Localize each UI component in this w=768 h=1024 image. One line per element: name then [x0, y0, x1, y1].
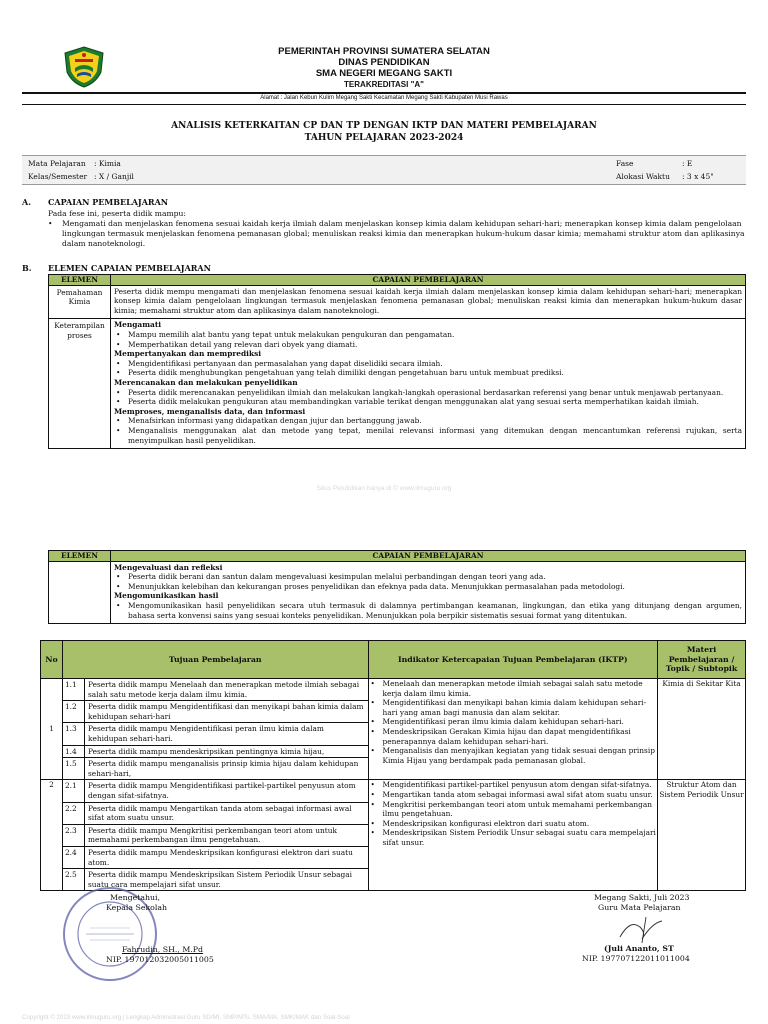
header-divider-thick — [22, 92, 746, 94]
tp-text: Peserta didik mampu Mengkritisi perkembangan teori atom untuk memahami perkembangan ilmu pengetahuan. — [87, 825, 337, 845]
list-item — [63, 758, 368, 779]
tp-number: 2.4 — [63, 847, 85, 868]
tp-text: Peserta didik mampu mendeskripsikan pentingnya kimia hijau, — [87, 746, 325, 756]
list-item: • Mengidentifikasi partikel-partikel penyusun atom dengan sifat-sifatnya. — [369, 780, 658, 790]
col-elemen: ELEMEN — [49, 551, 111, 562]
section-a-intro: Pada fese ini, peserta didik mampu: — [48, 209, 186, 218]
col-capaian: CAPAIAN PEMBELAJARAN — [111, 275, 746, 286]
alokasi-value: : 3 x 45" — [682, 172, 714, 181]
section-a-body — [48, 209, 748, 249]
elemen-pemahaman: Pemahaman Kimia — [49, 285, 111, 319]
list-item: • Menafsirkan informasi yang didapatkan dengan jujur dan bertanggung jawab. — [114, 416, 742, 426]
section-a-bullet: • Mengamati dan menjelaskan fenomena sesuai kaidah kerja ilmiah dalam menjelaskan konsep kimia dalam kehidupan sehari-hari; menerapkan konsep kimia dalam pengelolaan lingkungan termasuk menjelaskan fenomena pemanasan global; menuliskan reaksi kimia dan menerapkan hukum-hukum dasar kimia; memahami struktur atom dan aplikasinya dalam nanoteknologi. — [48, 219, 748, 249]
col-no: No — [41, 641, 63, 679]
list-item — [63, 825, 368, 847]
list-item: • Mengidentifikasi dan menyikapi bahan kimia dalam kehidupan sehari-hari yang aman bagi manusia dan alam sekitar. — [369, 698, 658, 717]
list-item: • Mendeskripsikan konfigurasi elektron dari suatu atom. — [369, 819, 658, 829]
accreditation: TERAKREDITASI "A" — [344, 80, 424, 89]
tujuan-pembelajaran-table — [40, 640, 746, 891]
materi-cell: Kimia di Sekitar Kita — [658, 679, 746, 780]
list-item: • Peserta didik merencanakan penyelidikan ilmiah dan melakukan langkah-langkah operasional berdasarkan referensi yang benar untuk menjawab pertanyaan. — [114, 388, 742, 398]
title-line-1: ANALISIS KETERKAITAN CP DAN TP DENGAN IKTP DAN MATERI PEMBELAJARAN — [171, 121, 597, 131]
tp-number: 2.5 — [63, 869, 85, 890]
list-item: • Memperhatikan detail yang relevan dari obyek yang diamati. — [114, 340, 742, 350]
col-elemen: ELEMEN — [49, 275, 111, 286]
tp-cell — [62, 679, 368, 780]
capaian-table-header — [49, 275, 746, 286]
table-row — [49, 561, 746, 624]
iktp-cell — [368, 679, 658, 780]
tp-text: Peserta didik mampu Menelaah dan menerapkan metode ilmiah sebagai salah satu metode kerja dalam ilmu kimia. — [87, 680, 360, 699]
signature-left-line2: Kepala Sekolah — [106, 903, 168, 912]
list-item: • Peserta didik melakukan pengukuran atau membandingkan variable terikat dengan menggunakan alat yang sesuai serta memperhatikan kaidah ilmiah. — [114, 397, 742, 407]
tp-text: Peserta didik mampu Mengartikan tanda atom sebagai informasi awal sifat atom suatu unsur. — [87, 803, 352, 823]
mapel-value: : Kimia — [94, 159, 121, 168]
kelas-label: Kelas/Semester — [28, 172, 88, 181]
tp-text: Peserta didik mampu Mendeskripsikan Sistem Periodik Unsur sebagai suatu cara mempelajari sifat unsur. — [87, 870, 352, 889]
watermark-text: Situs Pendidikan hanya di © www.ilmuguru.org — [316, 485, 452, 492]
section-a-heading — [22, 197, 168, 207]
col-tujuan: Tujuan Pembelajaran — [62, 641, 368, 679]
header-line-2: DINAS PENDIDIKAN — [338, 57, 430, 68]
fase-value: : E — [682, 159, 693, 168]
subheading-merencanakan: Merencanakan dan melakukan penyelidikan — [114, 377, 298, 387]
tp-number: 2.2 — [63, 803, 85, 824]
fase-label: Fase — [616, 159, 634, 168]
pemahaman-text: Peserta didik mempu mengamati dan menjelaskan fenomena sesuai kaidah kerja ilmiah dalam menjelaskan konsep kimia dalam kehidupan sehari-hari; menerapkan konsep kimia dalam pengelolaan lingkungan termasuk menjelaskan fenomena pemanasan global; menuliskan reaksi kimia dan menerapkan hukum-hukum dasar kimia; memahami struktur atom dan aplikasinya dalam nanoteknologi. — [111, 285, 746, 319]
materi-cell: Struktur Atom dan Sistem Periodik Unsur — [658, 780, 746, 891]
tp-table-header — [41, 641, 746, 679]
capaian-table-header — [49, 551, 746, 562]
section-b-letter: B. — [22, 263, 32, 273]
document-title — [0, 120, 768, 144]
list-item — [63, 701, 368, 723]
capaian-table — [48, 274, 746, 449]
section-a-title: CAPAIAN PEMBELAJARAN — [48, 197, 169, 207]
tp-text: Peserta didik mampu menganalisis prinsip kimia hijau dalam kehidupan sehari-hari, — [87, 759, 359, 778]
tp-text: Peserta didik mampu Mengidentifikasi peran ilmu kimia dalam kehidupan sehari-hari. — [87, 724, 324, 743]
signature-left-line1: Mengetahui, — [110, 893, 161, 902]
list-item — [63, 679, 368, 701]
handwritten-signature-icon — [612, 913, 672, 945]
iktp-cell — [368, 780, 658, 891]
table-row — [49, 285, 746, 319]
list-item: • Menunjukkan kelebihan dan kekurangan proses penyelidikan dan efeknya pada data. Menunjukkan permasalahan pada metodologi. — [114, 582, 742, 592]
teacher-name: (Juli Ananto, ST — [604, 944, 674, 953]
subheading-mengevaluasi: Mengevaluasi dan refleksi — [114, 562, 223, 572]
col-materi: Materi Pembelajaran / Topik / Subtopik — [658, 641, 746, 679]
list-item — [63, 847, 368, 869]
subheading-mengamati: Mengamati — [114, 320, 162, 330]
letterhead — [0, 0, 768, 106]
tp-number: 1.2 — [63, 701, 85, 722]
list-item: • Mengomunikasikan hasil penyelidikan secara utuh termasuk di dalamnya pertimbangan keamanan, lingkungan, dan etika yang ditunjang dengan argumen, bahasa serta konvensi sains yang sesuai konteks penyelidikan. Menunjukkan pola berpikir sistematis sesuai format yang ditentukan. — [114, 601, 742, 620]
tp-number: 1.3 — [63, 723, 85, 744]
table-row — [41, 780, 746, 891]
col-iktp: Indikator Ketercapaian Tujuan Pembelajaran (IKTP) — [368, 641, 658, 679]
tp-number: 1.5 — [63, 758, 85, 779]
row-number: 2 — [41, 780, 63, 891]
copyright-footer: Copyright © 2023 www.ilmuguru.org | Lengkap Administrasi Guru SD/MI, SMP/MTs, SMA/MA, SMK/MAK dan Soal-Soal — [22, 1014, 350, 1021]
tp-number: 2.1 — [63, 780, 85, 801]
list-item — [63, 746, 368, 759]
list-item: • Mampu memilih alat bantu yang tepat untuk melakukan pengukuran dan pengamatan. — [114, 330, 742, 340]
list-item: • Mengidentifikasi pertanyaan dan permasalahan yang dapat diselidiki secara ilmiah. — [114, 359, 742, 369]
principal-name: Fahrudin, SH., M.Pd — [122, 945, 204, 954]
province-emblem-icon — [62, 46, 106, 88]
title-line-2: TAHUN PELAJARAN 2023-2024 — [304, 133, 464, 143]
tp-number: 1.1 — [63, 679, 85, 700]
subheading-mengomunikasikan: Mengomunikasikan hasil — [114, 591, 219, 601]
list-item — [63, 780, 368, 802]
header-line-1: PEMERINTAH PROVINSI SUMATERA SELATAN — [278, 46, 490, 57]
section-b-title: ELEMEN CAPAIAN PEMBELAJARAN — [48, 263, 211, 273]
table-row — [49, 319, 746, 449]
signature-principal — [96, 893, 256, 965]
list-item — [63, 723, 368, 745]
row-number: 1 — [41, 679, 63, 780]
alokasi-label: Alokasi Waktu — [616, 172, 670, 181]
signature-right-line2: Guru Mata Pelajaran — [598, 903, 681, 912]
list-item: • Mendeskripsikan Sistem Periodik Unsur sebagai suatu cara mempelajari sifat unsur. — [369, 828, 658, 847]
capaian-table-continued — [48, 550, 746, 624]
tp-cell — [62, 780, 368, 891]
elemen-keterampilan: Keterampilan proses — [49, 319, 111, 449]
subject-info-box — [22, 155, 746, 185]
subheading-memproses: Memproses, menganalisis data, dan informasi — [114, 406, 306, 416]
refleksi-cell — [111, 561, 746, 624]
header-line-3: SMA NEGERI MEGANG SAKTI — [315, 68, 453, 79]
col-capaian: CAPAIAN PEMBELAJARAN — [111, 551, 746, 562]
list-item: • Mengidentifikasi peran ilmu kimia dalam kehidupan sehari-hari. — [369, 717, 658, 727]
tp-text: Peserta didik mampu Mengidentifikasi partikel-partikel penyusun atom dengan sifat-sifatnya. — [87, 781, 356, 800]
tp-text: Peserta didik mampu Mendeskripsikan konfigurasi elektron dari suatu atom. — [87, 847, 353, 867]
mapel-label: Mata Pelajaran — [28, 159, 86, 168]
keterampilan-cell — [111, 319, 746, 449]
institution-name — [184, 46, 584, 90]
header-divider-thin — [22, 104, 746, 105]
list-item: • Peserta didik berani dan santun dalam mengevaluasi kesimpulan melalui perbandingan dengan teori yang ada. — [114, 572, 742, 582]
elemen-empty — [49, 561, 111, 624]
tp-text: Peserta didik mampu Mengidentifikasi dan menyikapi bahan kimia dalam kehidupan sehari-hari — [87, 702, 364, 721]
list-item: • Mendeskripsikan Gerakan Kimia hijau dan dapat mengidentifikasi penerapannya dalam kehidupan sehari-hari. — [369, 727, 658, 746]
list-item: • Menelaah dan menerapkan metode ilmiah sebagai salah satu metode kerja dalam ilmu kimia. — [369, 679, 658, 698]
section-a-letter: A. — [22, 197, 31, 207]
list-item — [63, 803, 368, 825]
tp-number: 1.4 — [63, 746, 85, 758]
signature-teacher — [582, 893, 742, 964]
list-item: • Mengkritisi perkembangan teori atom untuk memahami perkembangan ilmu pengetahuan. — [369, 800, 658, 819]
tp-number: 2.3 — [63, 825, 85, 846]
school-address: Alamat : Jalan Kebun Kulim Megang Sakti Kecamatan Megang Sakti Kabupaten Musi Rawas — [260, 95, 508, 101]
list-item: • Menganalisis dan menyajikan kegiatan yang tidak sesuai dengan prinsip Kimia Hijau yang berdampak pada pemanasan global. — [369, 746, 658, 765]
list-item: • Menganalisis menggunakan alat dan metode yang tepat, menilai relevansi informasi yang ditemukan dengan mencantumkan referensi rujukan, serta menyimpulkan hasil penyelidikan. — [114, 426, 742, 445]
kelas-value: : X / Ganjil — [94, 172, 134, 181]
principal-nip: NIP. 197012032005011005 — [106, 955, 214, 964]
subheading-mempertanyakan: Mempertanyakan dan memprediksi — [114, 349, 262, 359]
table-row — [41, 679, 746, 780]
section-b-heading — [22, 263, 211, 273]
teacher-nip: NIP. 197707122011011004 — [582, 954, 690, 963]
list-item: • Peserta didik menghubungkan pengetahuan yang telah dimiliki dengan pengetahuan baru untuk membuat prediksi. — [114, 368, 742, 378]
signature-right-line1: Megang Sakti, Juli 2023 — [594, 893, 690, 902]
list-item: • Mengartikan tanda atom sebagai informasi awal sifat atom suatu unsur. — [369, 790, 658, 800]
